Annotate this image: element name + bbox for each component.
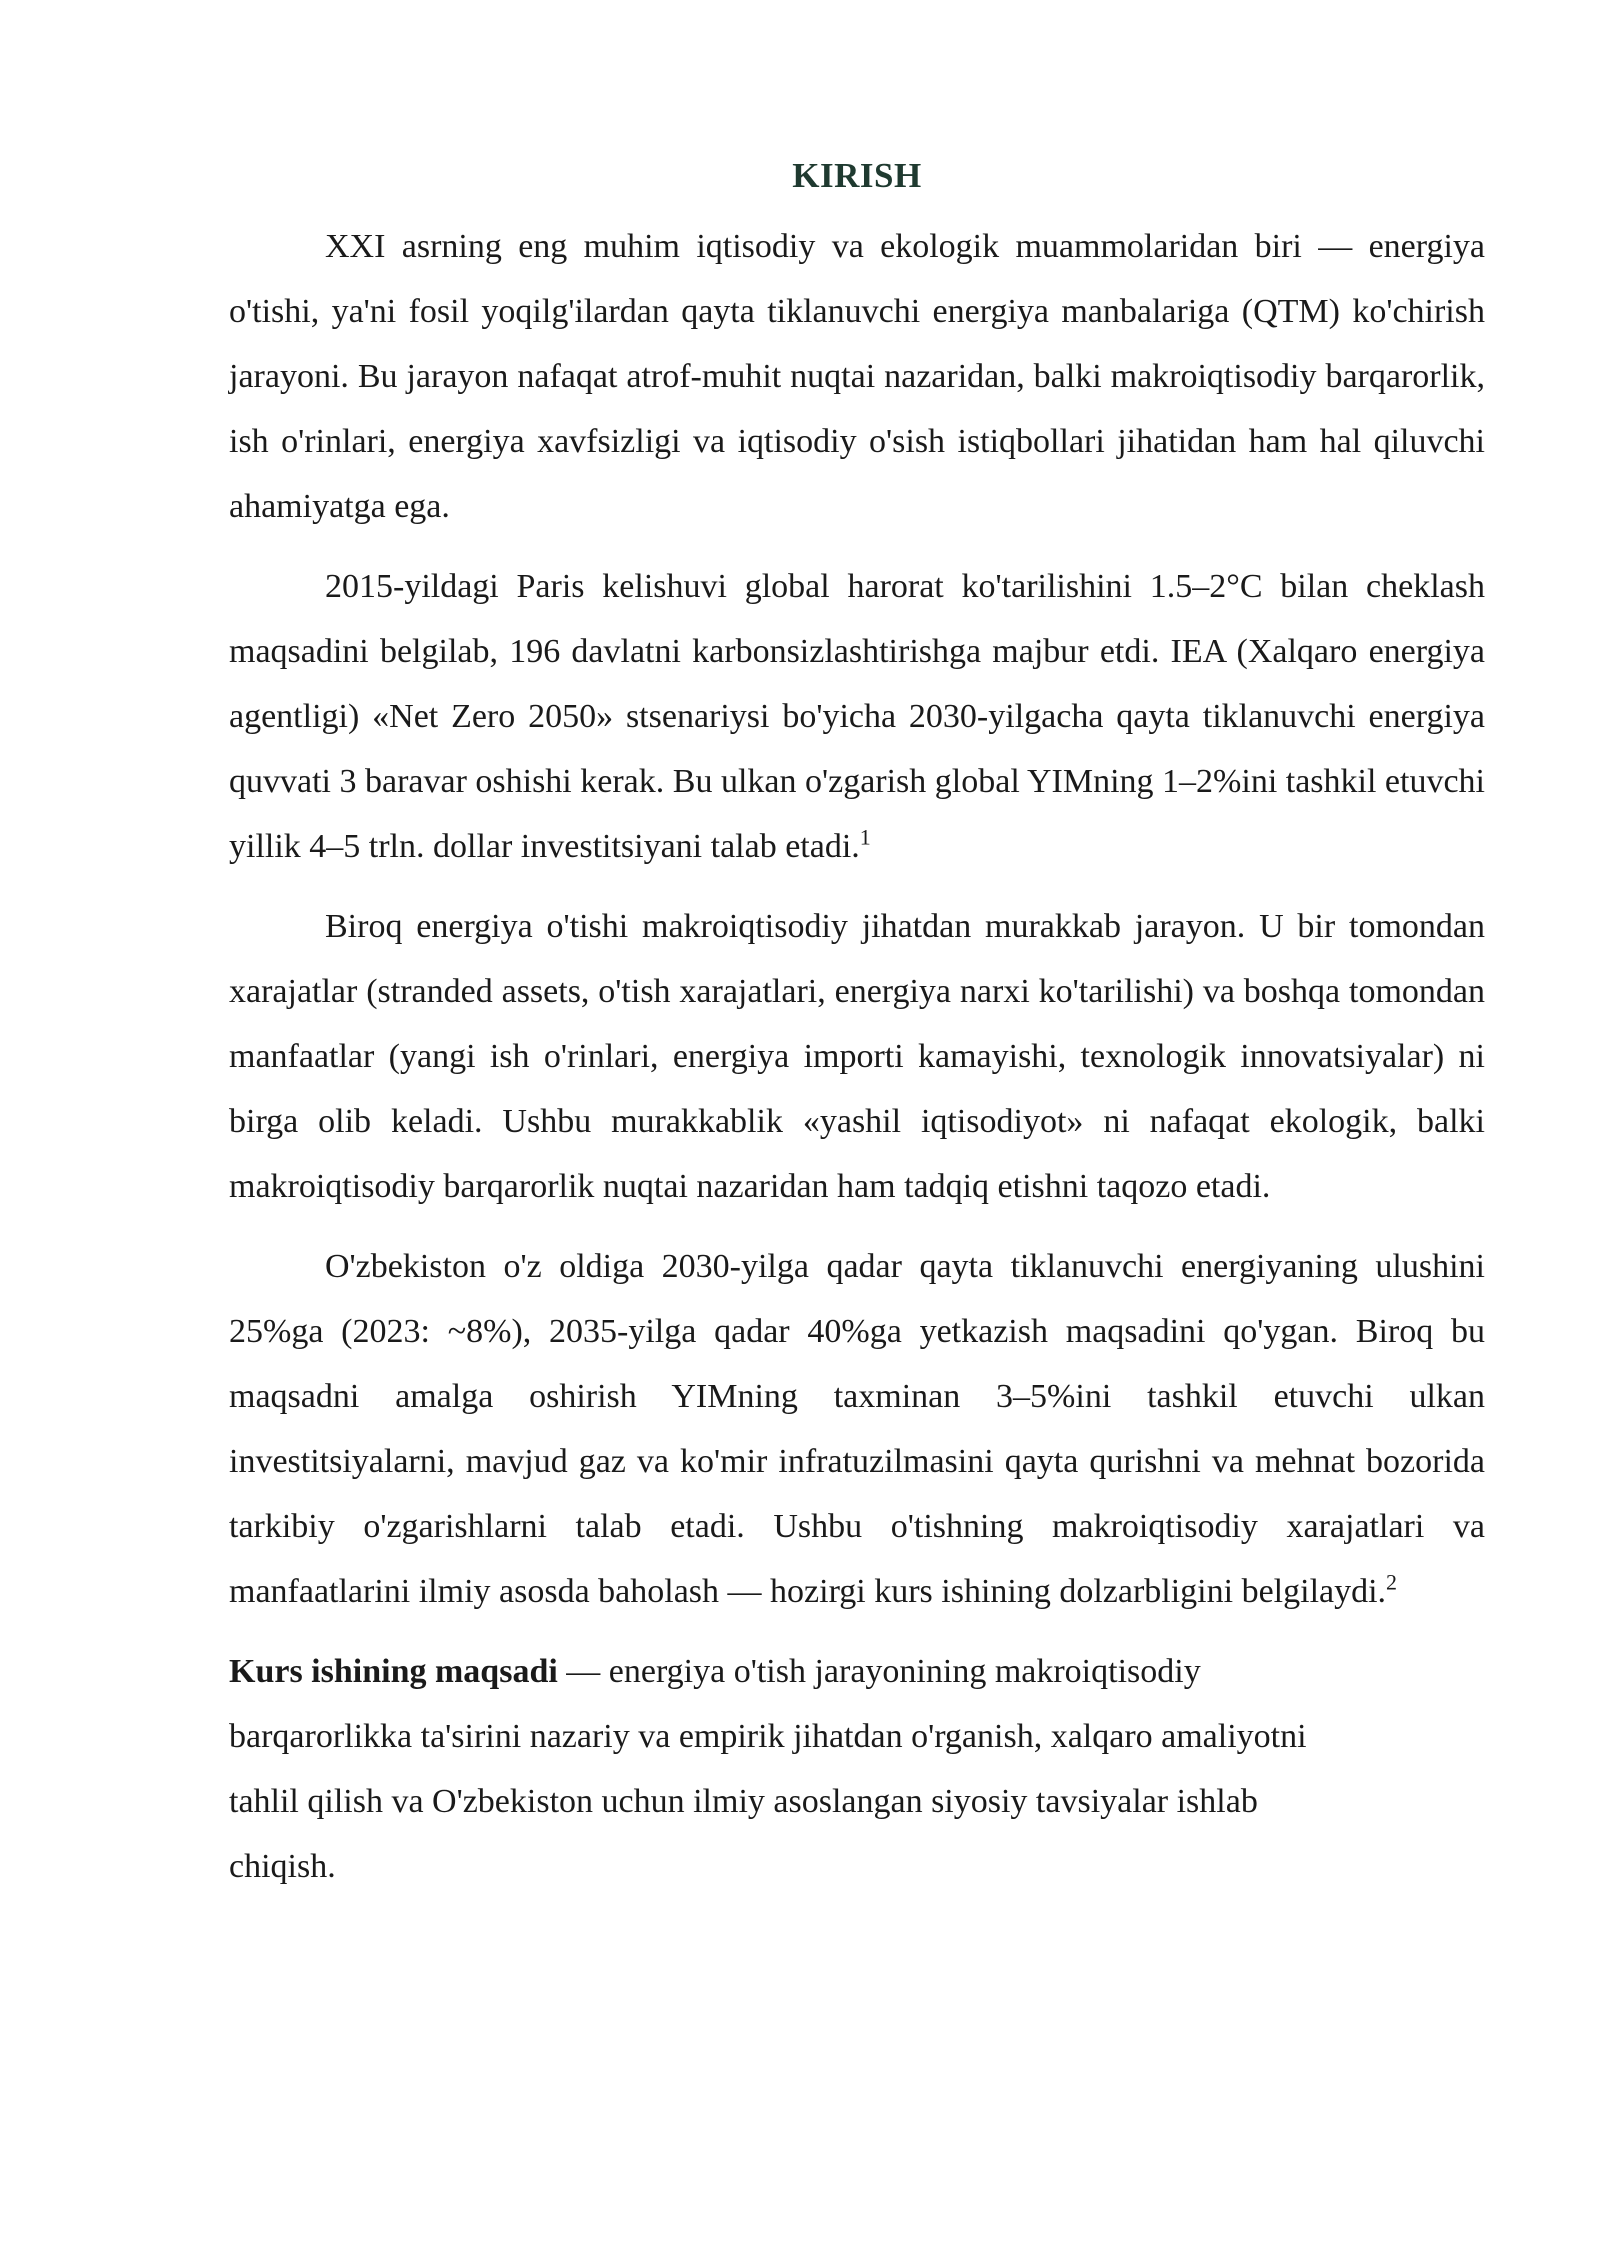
paragraph-3-text: Biroq energiya o'tishi makroiqtisodiy jihatdan murakkab jarayon. U bir tomondan xarajatlar (stranded assets, o'tish xarajatlari, energiya narxi ko'tarilishi) va boshqa tomondan manfaatlar (yangi ish o'rinlari, energiya importi kamayishi, texnologik innovatsiyalar) ni birga olib keladi. Ushbu murakkablik «yashil iqtisodiyot» ni nafaqat ekologik, balki makroiqtisodiy barqarorlik nuqtai nazaridan ham tadqiq etishni taqozo etadi.	[229, 908, 1485, 1205]
footnote-marker-2[interactable]: 2	[1386, 1569, 1398, 1595]
document-page	[229, 148, 1485, 1899]
purpose-paragraph	[229, 1639, 1359, 1899]
footnote-marker-1[interactable]: 1	[859, 824, 871, 850]
purpose-label: Kurs ishining maqsadi	[229, 1653, 558, 1690]
paragraph-3	[229, 894, 1485, 1219]
paragraph-4-text: O'zbekiston o'z oldiga 2030-yilga qadar qayta tiklanuvchi energiyaning ulushini 25%ga (2023: ~8%), 2035-yilga qadar 40%ga yetkazish maqsadini qo'ygan. Biroq bu maqsadni amalga oshirish YIMning taxminan 3–5%ini tashkil etuvchi ulkan investitsiyalarni, mavjud gaz va ko'mir infratuzilmasini qayta qurishni va mehnat bozorida tarkibiy o'zgarishlarni talab etadi. Ushbu o'tishning makroiqtisodiy xarajatlari va manfaatlarini ilmiy asosda baholash — hozirgi kurs ishining dolzarbligini belgilaydi.	[229, 1248, 1485, 1610]
paragraph-4	[229, 1234, 1485, 1624]
section-heading: KIRISH	[792, 156, 922, 195]
paragraph-1	[229, 214, 1485, 539]
purpose-text: — energiya o'tish jarayonining makroiqtisodiy barqarorlikka ta'sirini nazariy va empirik jihatdan o'rganish, xalqaro amaliyotni tahlil qilish va O'zbekiston uchun ilmiy asoslangan siyosiy tavsiyalar ishlab chiqish.	[229, 1653, 1307, 1885]
paragraph-2	[229, 554, 1485, 879]
paragraph-1-text: XXI asrning eng muhim iqtisodiy va ekologik muammolaridan biri — energiya o'tishi, ya'ni fosil yoqilg'ilardan qayta tiklanuvchi energiya manbalariga (QTM) ko'chirish jarayoni. Bu jarayon nafaqat atrof-muhit nuqtai nazaridan, balki makroiqtisodiy barqarorlik, ish o'rinlari, energiya xavfsizligi va iqtisodiy o'sish istiqbollari jihatidan ham hal qiluvchi ahamiyatga ega.	[229, 228, 1485, 525]
paragraph-2-text: 2015-yildagi Paris kelishuvi global harorat ko'tarilishini 1.5–2°C bilan cheklash maqsadini belgilab, 196 davlatni karbonsizlashtirishga majbur etdi. IEA (Xalqaro energiya agentligi) «Net Zero 2050» stsenariysi bo'yicha 2030-yilgacha qayta tiklanuvchi energiya quvvati 3 baravar oshishi kerak. Bu ulkan o'zgarish global YIMning 1–2%ini tashkil etuvchi yillik 4–5 trln. dollar investitsiyani talab etadi.	[229, 568, 1486, 865]
